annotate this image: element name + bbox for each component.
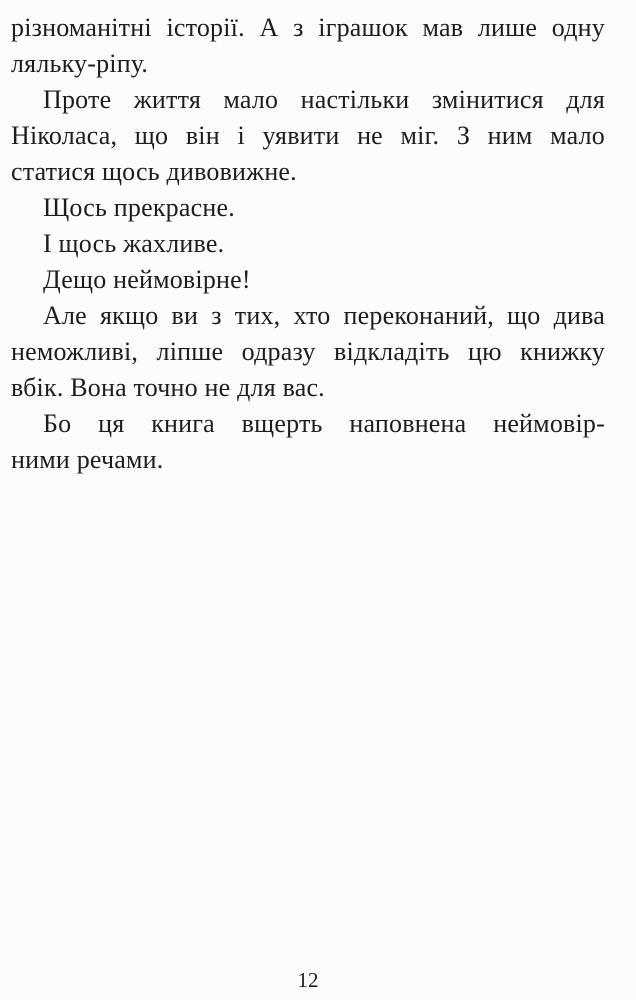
text-line: І щось жахливе.: [43, 229, 225, 258]
text-line: Дещо неймовірне!: [43, 265, 251, 294]
text-line: Але якщо ви з тих, хто переконаний, що дива: [43, 301, 605, 330]
body-text: [11, 10, 605, 478]
text-line: неможливі, ліпше одразу відкладіть цю книжку: [11, 337, 605, 366]
text-line: вбік. Вона точно не для вас.: [11, 373, 325, 402]
text-line: Ніколаса, що він і уявити не міг. З ним мало: [11, 121, 605, 150]
text-line: ляльку-ріпу.: [11, 49, 149, 78]
text-line: різноманітні історії. А з іграшок мав лише одну: [11, 13, 605, 42]
text-line: Щось прекрасне.: [43, 193, 235, 222]
text-line: Проте життя мало настільки змінитися для: [43, 85, 605, 114]
text-line: статися щось дивовижне.: [11, 157, 297, 186]
text-line: ними речами.: [11, 445, 164, 474]
page-number: 12: [297, 968, 319, 992]
text-line: Бо ця книга вщерть наповнена неймовір-: [43, 409, 605, 438]
